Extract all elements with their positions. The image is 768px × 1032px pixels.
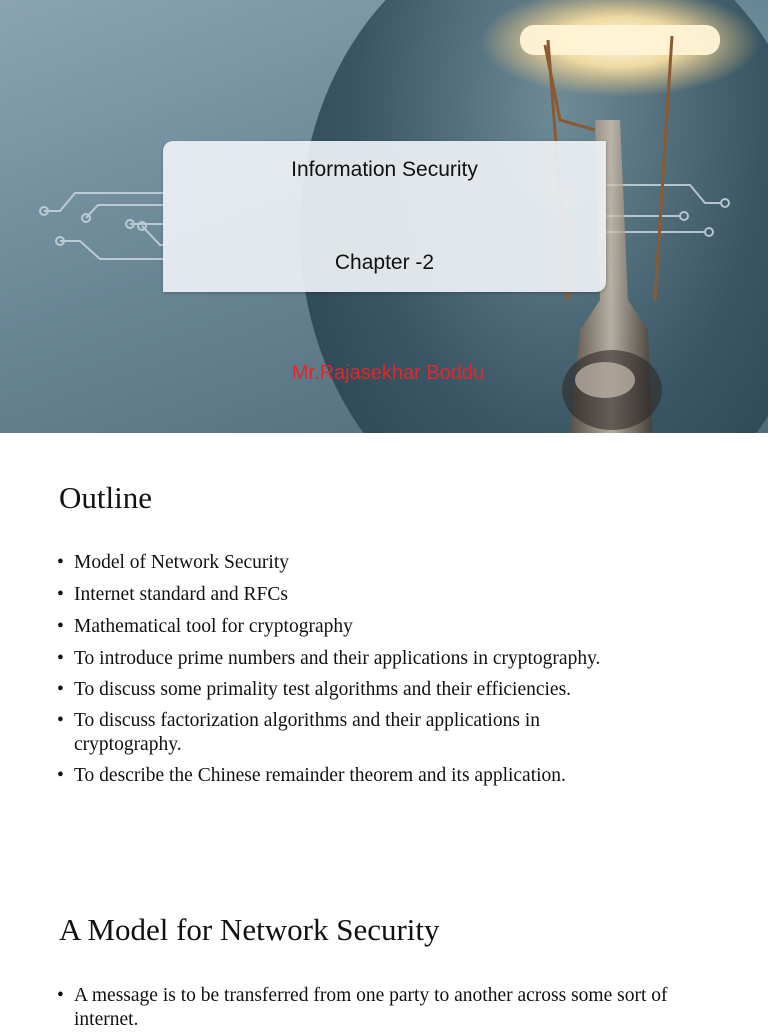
outline-item: • Model of Network Security — [57, 551, 717, 575]
author-name: Mr.Rajasekhar Boddu — [291, 362, 485, 384]
outline-item: • To introduce prime numbers and their applications in cryptography. — [57, 647, 717, 671]
outline-item: • To discuss factorization algorithms and their applications in cryptography. — [57, 709, 614, 757]
outline-item: • Internet standard and RFCs — [57, 583, 717, 607]
outline-item: • To discuss some primality test algorithms and their efficiencies. — [57, 678, 717, 702]
title-slide — [0, 0, 768, 433]
outline-item: • Mathematical tool for cryptography — [57, 615, 717, 639]
model-list — [57, 984, 707, 1032]
model-item: • A message is to be transferred from one party to another across some sort of internet. — [57, 984, 707, 1032]
outline-list — [57, 551, 717, 788]
outline-heading: Outline — [59, 480, 152, 515]
outline-item: • To describe the Chinese remainder theorem and its application. — [57, 764, 717, 788]
chapter-label: Chapter -2 — [334, 251, 435, 274]
presentation-title: Information Security — [291, 158, 478, 181]
title-box — [163, 141, 606, 292]
model-heading: A Model for Network Security — [59, 912, 440, 947]
